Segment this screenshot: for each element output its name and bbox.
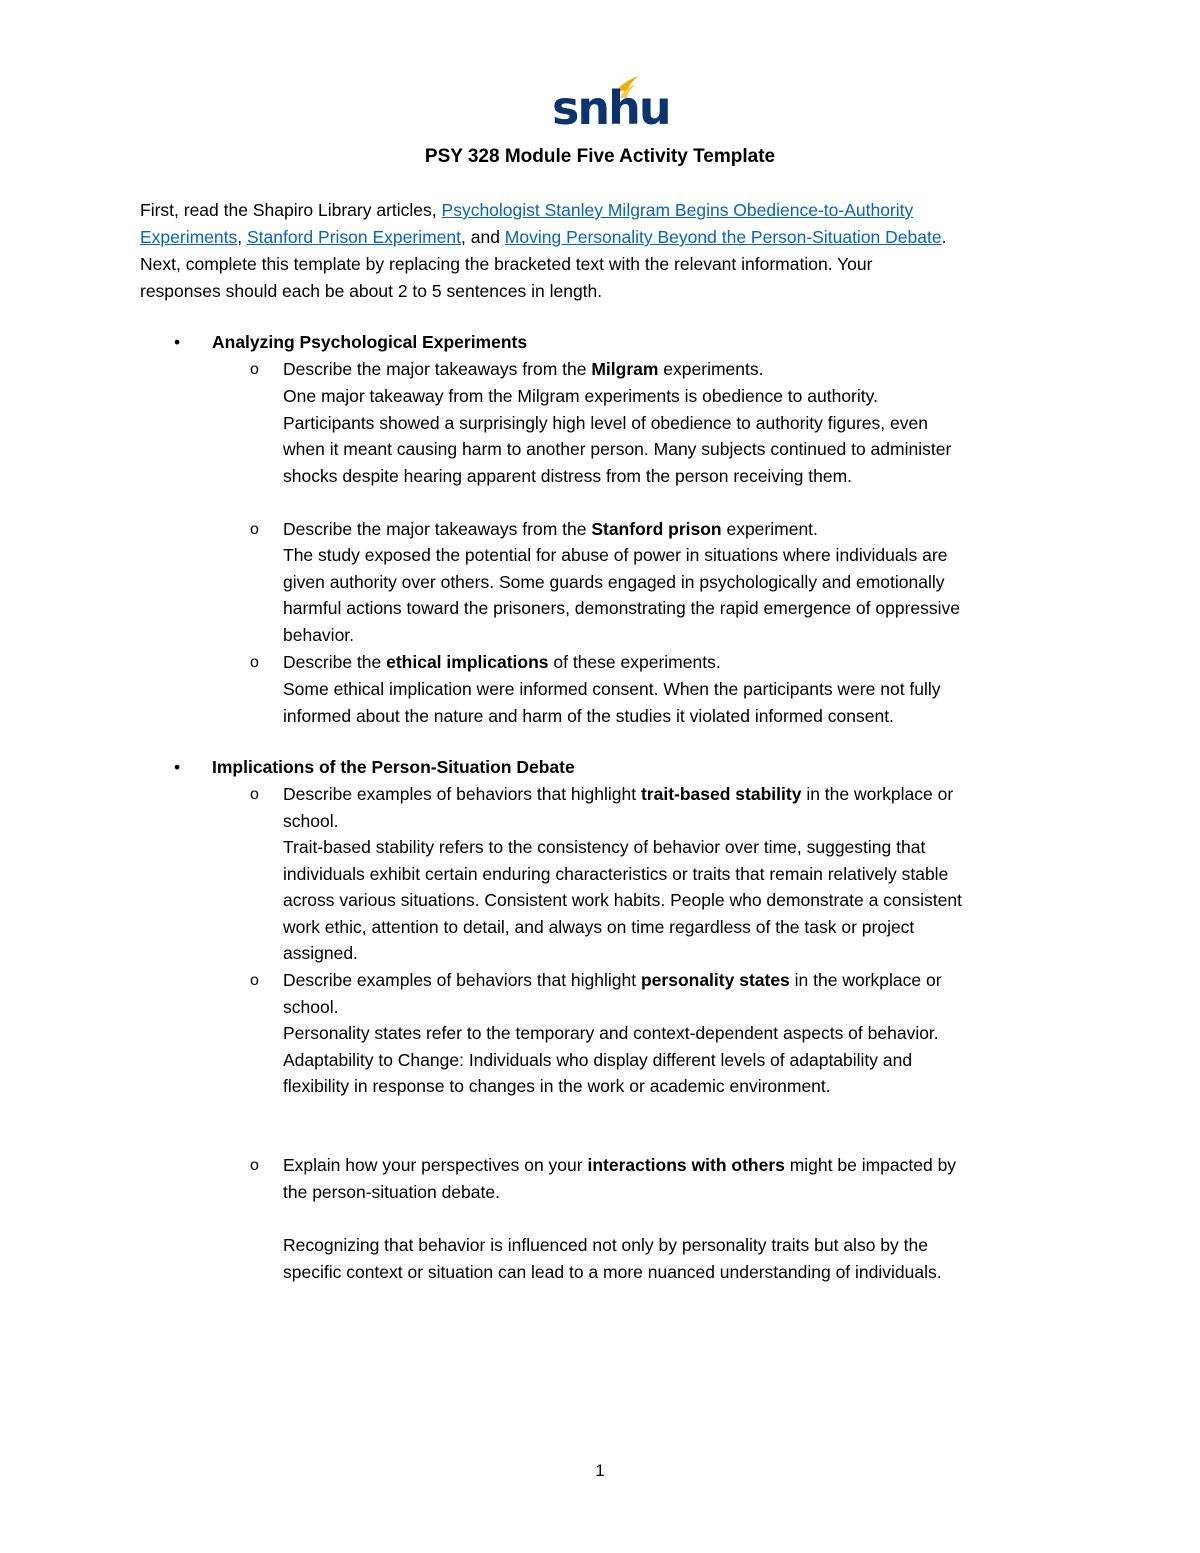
intro-text: responses should each be about 2 to 5 sentences in length. — [140, 281, 603, 301]
document-title: PSY 328 Module Five Activity Template — [424, 146, 776, 167]
answer-ethics: Some ethical implication were informed consent. When the participants were not fully informed about the nature and harm of the studies it violated informed consent. — [283, 679, 941, 726]
intro-text: First, read the Shapiro Library articles, — [140, 200, 442, 220]
question-personality-states: Describe examples of behaviors that highlight personality states in the workplace or school. — [283, 970, 942, 1017]
article-link-milgram-cont[interactable]: Experiments — [140, 227, 238, 247]
question-stanford: Describe the major takeaways from the Stanford prison experiment. — [283, 519, 818, 539]
question-trait-stability: Describe examples of behaviors that highlight trait-based stability in the workplace or school. — [283, 784, 954, 831]
question-interactions: Explain how your perspectives on your interactions with others might be impacted by the person-situation debate. — [283, 1155, 957, 1202]
answer-personality-states: Personality states refer to the temporary and context-dependent aspects of behavior. Adaptability to Change: Individuals who display different levels of adaptability and flexibility in response to changes in the work or academic environment. — [283, 1023, 939, 1097]
logo-text: snhu — [552, 81, 670, 135]
article-link-milgram[interactable]: Psychologist Stanley Milgram Begins Obedience-to-Authority — [441, 200, 914, 220]
snhu-logo — [552, 74, 670, 136]
question-ethics: Describe the ethical implications of these experiments. — [283, 652, 721, 672]
answer-trait-stability: Trait-based stability refers to the consistency of behavior over time, suggesting that individuals exhibit certain enduring characteristics or traits that remain relatively stable across various situations. Consistent work habits. People who demonstrate a consistent work ethic, attention to detail, and always on time regardless of the task or project assigned. — [283, 837, 962, 964]
sub-bullet-marker: o — [250, 1157, 259, 1174]
answer-milgram: One major takeaway from the Milgram experiments is obedience to authority. Participants showed a surprisingly high level of obedience to authority figures, even when it meant causing harm to another person. Many subjects continued to administer shocks despite hearing apparent distress from the person receiving them. — [283, 386, 952, 486]
bullet-marker: • — [174, 757, 181, 777]
section-heading-person-situation: Implications of the Person-Situation Debate — [212, 757, 575, 777]
question-milgram: Describe the major takeaways from the Milgram experiments. — [283, 359, 764, 379]
answer-interactions: Recognizing that behavior is influenced not only by personality traits but also by the specific context or situation can lead to a more nuanced understanding of individuals. — [283, 1235, 942, 1282]
sub-bullet-marker: o — [250, 972, 259, 989]
intro-separator: , and — [461, 227, 505, 247]
intro-text: Next, complete this template by replacing the bracketed text with the relevant information. Your — [140, 254, 873, 274]
sub-bullet-marker: o — [250, 786, 259, 803]
intro-separator: , — [237, 227, 247, 247]
article-link-person-situation[interactable]: Moving Personality Beyond the Person-Situation Debate — [504, 227, 942, 247]
sub-bullet-marker: o — [250, 361, 259, 378]
answer-stanford: The study exposed the potential for abuse of power in situations where individuals are given authority over others. Some guards engaged in psychologically and emotionally harmful actions toward the prisoners, demonstrating the rapid emergence of oppressive behavior. — [283, 545, 961, 645]
page-number: 1 — [595, 1461, 605, 1480]
bullet-marker: • — [174, 332, 181, 352]
sub-bullet-marker: o — [250, 521, 259, 538]
article-link-stanford[interactable]: Stanford Prison Experiment — [247, 227, 461, 247]
intro-text: . — [941, 227, 947, 247]
section-heading-experiments: Analyzing Psychological Experiments — [212, 332, 528, 352]
intro-paragraph — [140, 197, 1070, 305]
sub-bullet-marker: o — [250, 654, 259, 671]
